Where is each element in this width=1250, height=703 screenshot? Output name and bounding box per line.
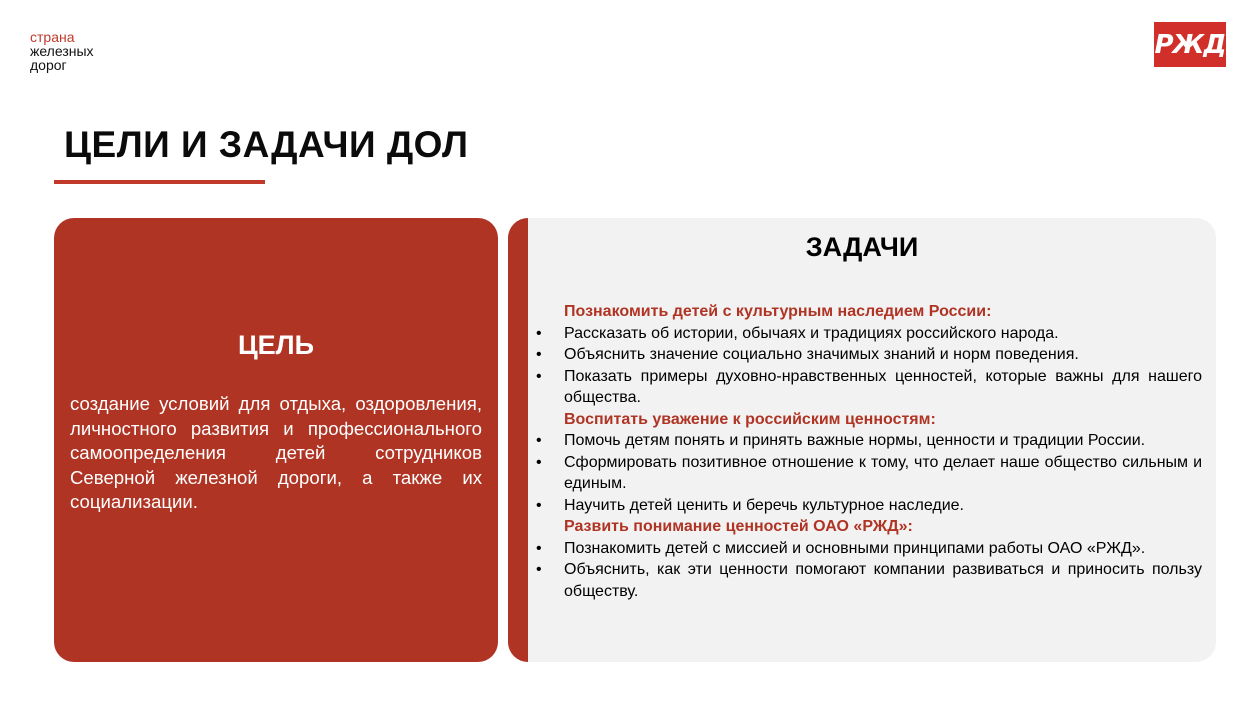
task-group-items xyxy=(532,323,1202,409)
task-item xyxy=(532,495,1202,517)
task-item xyxy=(532,559,1202,602)
task-item-text: Помочь детям понять и принять важные нормы, ценности и традиции России. xyxy=(564,432,1146,449)
task-item-text: Научить детей ценить и беречь культурное наследие. xyxy=(564,496,964,514)
task-item-text: Рассказать об истории, обычаях и традициях российского народа. xyxy=(564,324,1059,342)
task-item xyxy=(532,366,1202,409)
brand-line-3: дорог xyxy=(30,57,67,73)
brand-line-2: железных xyxy=(30,43,94,59)
tasks-heading: ЗАДАЧИ xyxy=(805,232,919,262)
task-item-text: Познакомить детей с миссией и основными принципами работы ОАО «РЖД». xyxy=(564,539,1146,557)
task-group-items xyxy=(532,538,1202,603)
task-item-text: Показать примеры духовно-нравственных ценностей, которые важны для нашего общества. xyxy=(564,367,1202,406)
task-group-title: Развить понимание ценностей ОАО «РЖД»: xyxy=(564,518,913,535)
bullet-icon: • xyxy=(536,367,542,385)
task-item-text: Объяснить, как эти ценности помогают компании развиваться и приносить пользу обществу. xyxy=(564,561,1202,600)
goal-card xyxy=(54,218,498,662)
task-item xyxy=(532,323,1202,345)
page-title: ЦЕЛИ И ЗАДАЧИ ДОЛ xyxy=(64,124,469,165)
task-group-title: Познакомить детей с культурным наследием России: xyxy=(564,303,992,320)
task-item xyxy=(532,452,1202,495)
bullet-icon: • xyxy=(536,539,542,557)
bullet-icon: • xyxy=(536,561,542,578)
goal-text: создание условий для отдыха, оздоровления, личностного развития и профессионального самоопределения детей сотрудников Северной железной дороги, а также их социализации. xyxy=(70,393,482,512)
tasks-card xyxy=(508,218,1216,662)
task-item xyxy=(532,430,1202,452)
bullet-icon: • xyxy=(536,496,542,514)
task-group-items xyxy=(532,430,1202,516)
brand-line-1: страна xyxy=(30,29,75,45)
tasks-accent-stripe xyxy=(508,218,528,662)
rzd-logo xyxy=(1154,22,1226,67)
brand-wordmark xyxy=(30,30,94,72)
title-underline xyxy=(54,180,265,184)
bullet-icon: • xyxy=(536,346,542,363)
tasks-list xyxy=(532,301,1202,602)
bullet-icon: • xyxy=(536,453,542,471)
bullet-icon: • xyxy=(536,432,542,449)
task-item xyxy=(532,538,1202,560)
goal-heading: ЦЕЛЬ xyxy=(237,330,315,360)
rzd-logo-text: РЖД xyxy=(1154,29,1226,60)
task-item-text: Сформировать позитивное отношение к тому, что делает наше общество сильным и единым. xyxy=(564,453,1202,492)
task-item-text: Объяснить значение социально значимых знаний и норм поведения. xyxy=(564,346,1079,363)
task-item xyxy=(532,344,1202,366)
bullet-icon: • xyxy=(536,324,542,342)
task-group-title: Воспитать уважение к российским ценностям: xyxy=(564,410,936,428)
